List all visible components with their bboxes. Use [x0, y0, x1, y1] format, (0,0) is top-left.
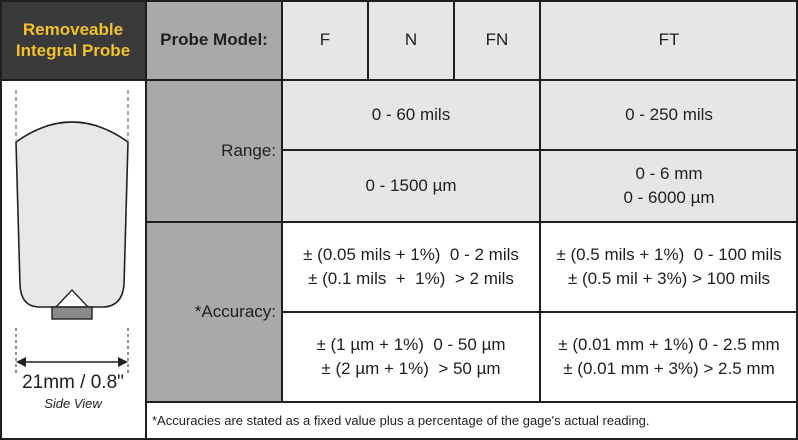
- model-n: N: [404, 30, 418, 49]
- accuracy-fnf-um-line1: ± (1 µm + 1%) 0 - 50 µm: [316, 335, 506, 354]
- model-f: F: [319, 30, 331, 49]
- range-ft-mm-line2: 0 - 6000 µm: [623, 188, 715, 207]
- model-ft: FT: [658, 30, 680, 49]
- probe-title-line1: Removeable: [22, 20, 124, 39]
- model-fn: FN: [485, 30, 509, 49]
- range-label: Range:: [221, 141, 276, 160]
- range-ft-mils: 0 - 250 mils: [625, 105, 713, 124]
- probe-title-line2: Integral Probe: [15, 41, 131, 60]
- probe-view-label: Side View: [44, 395, 102, 411]
- accuracy-fnf-um-line2: ± (2 µm + 1%) > 50 µm: [321, 359, 501, 378]
- probe-model-label: Probe Model:: [160, 30, 268, 49]
- accuracy-label: *Accuracy:: [194, 302, 276, 321]
- accuracy-ft-mils-line1: ± (0.5 mils + 1%) 0 - 100 mils: [556, 245, 782, 264]
- range-fnf-um: 0 - 1500 µm: [365, 176, 457, 195]
- footnote: *Accuracies are stated as a fixed value plus a percentage of the gage's actual reading.: [152, 412, 650, 428]
- accuracy-ft-mm-line1: ± (0.01 mm + 1%) 0 - 2.5 mm: [558, 335, 780, 354]
- probe-dimension-label: 21mm / 0.8": [22, 372, 124, 393]
- accuracy-fnf-mils-line2: ± (0.1 mils + 1%) > 2 mils: [308, 269, 514, 288]
- accuracy-fnf-mils-line1: ± (0.05 mils + 1%) 0 - 2 mils: [303, 245, 519, 264]
- range-fnf-mils: 0 - 60 mils: [371, 105, 451, 124]
- range-ft-mm-line1: 0 - 6 mm: [635, 164, 703, 183]
- accuracy-ft-mils-line2: ± (0.5 mil + 3%) > 100 mils: [567, 269, 771, 288]
- accuracy-ft-mm-line2: ± (0.01 mm + 3%) > 2.5 mm: [563, 359, 775, 378]
